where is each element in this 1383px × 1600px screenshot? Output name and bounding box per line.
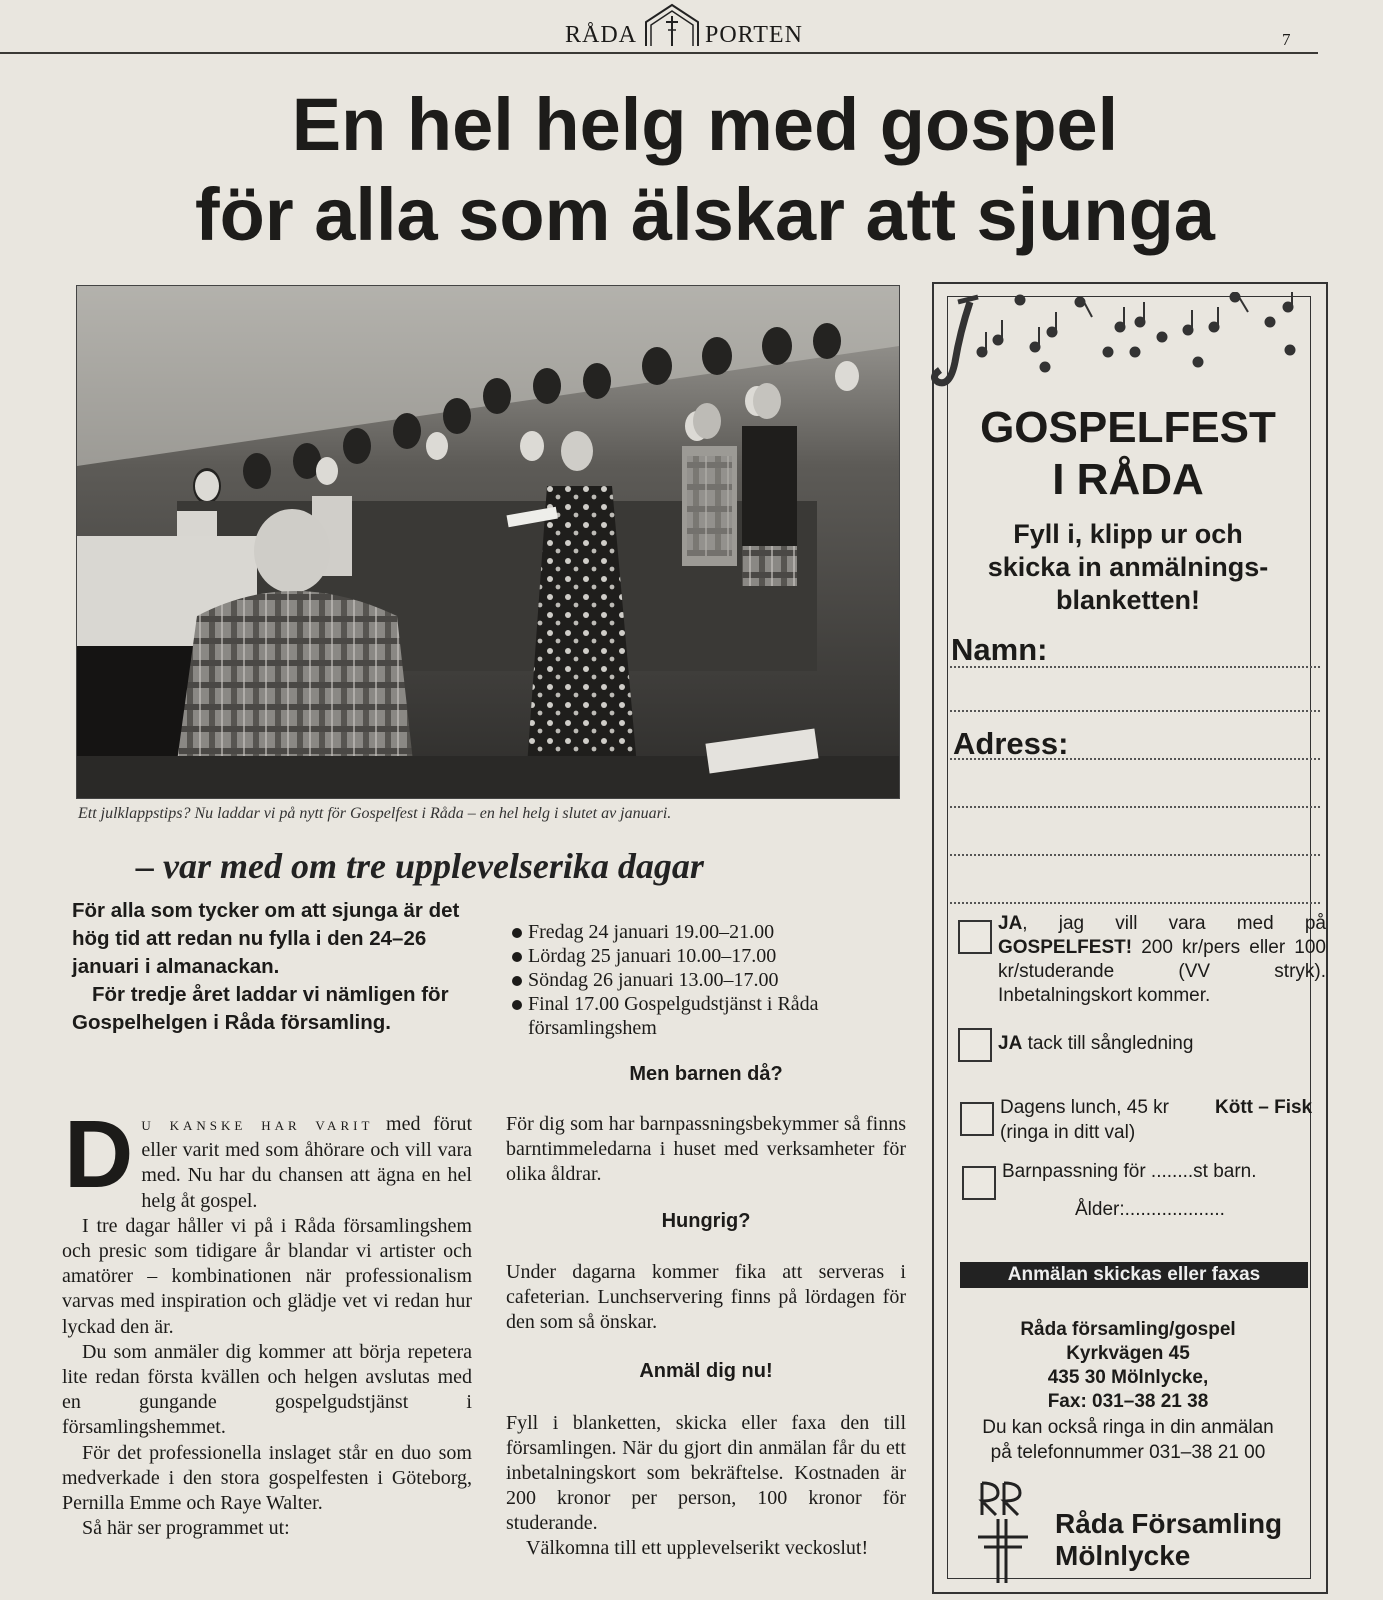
coupon-subtitle-3: blanketten! [1055, 585, 1201, 615]
address-label: Adress: [953, 726, 1069, 761]
option1-text: , jag vill vara med på [1022, 913, 1326, 934]
checkbox-song-leading[interactable] [958, 1028, 992, 1062]
body-paragraph-5: Så här ser programmet ut: [82, 1517, 290, 1540]
body-paragraph-2: I tre dagar håller vi på i Råda församlingshem och presic som tidigare år blandar vi artister och amatörer – kombinationen när professionalism varvas med inspiration och glädje vet vi redan hur lyckad den är. [62, 1214, 472, 1338]
hungry-text [506, 1260, 906, 1335]
coupon-subtitle-1: Fyll i, klipp ur och [1013, 519, 1243, 549]
choir-photo [76, 285, 900, 799]
address-field[interactable] [950, 758, 1320, 760]
address-line-3: 435 30 Mölnlycke, [1047, 1367, 1209, 1388]
schedule-item: Lördag 25 januari 10.00–17.00 [508, 944, 903, 968]
headline-line-2: för alla som älskar att sjunga [195, 173, 1215, 256]
parish-name: Råda Församling [1055, 1508, 1283, 1539]
photo-caption: Ett julklappstips? Nu laddar vi på nytt för Gospelfest i Råda – en hel helg i slutet av januari. [78, 805, 672, 822]
body-paragraph-1-rest: med förut eller varit med som åhörare och vill vara med. Nu har du chansen att ägna en hel helg åt gospel. [141, 1113, 472, 1212]
register-text [506, 1411, 906, 1561]
body-paragraph-1 [62, 1101, 472, 1214]
lunch-choice[interactable]: Kött – Fisk [1215, 1097, 1313, 1118]
schedule-item: Söndag 26 januari 13.00–17.00 [508, 968, 903, 992]
schedule-list [508, 920, 903, 1040]
address-field-line-4[interactable] [950, 902, 1320, 904]
body-paragraph-3: Du som anmäler dig kommer att börja repetera lite redan första kvällen och helgen avslutas med en gungande gospelgudstjänst i församlingshemmet. [62, 1340, 472, 1439]
age-field[interactable]: Ålder:................... [1075, 1199, 1225, 1220]
masthead [0, 0, 1383, 58]
children-paragraph: För dig som har barnpassningsbekymmer så finns barntimmeledarna i huset med verksamheter för olika åldrar. [506, 1113, 906, 1185]
children-heading: Men barnen då? [629, 1063, 783, 1085]
masthead-rule [0, 52, 1318, 54]
lead-smallcaps: U KANSKE HAR VARIT [141, 1118, 374, 1133]
address-field-line-2[interactable] [950, 806, 1320, 808]
register-heading: Anmäl dig nu! [639, 1360, 773, 1382]
checkbox-lunch[interactable] [960, 1102, 994, 1136]
option1-rest: 200 kr/pers eller 100 kr/studerande (VV stryk). Inbetalningskort kommer. [998, 937, 1326, 1006]
send-banner: Anmälan skickas eller faxas [960, 1262, 1308, 1288]
name-label: Namn: [951, 632, 1048, 667]
lunch-note: (ringa in ditt val) [1000, 1122, 1136, 1143]
checkbox-gospelfest[interactable] [958, 920, 992, 954]
dropcap: D [64, 1101, 134, 1208]
masthead-left: RÅDA [565, 22, 638, 48]
option-lunch: Dagens lunch, 45 kr [1000, 1097, 1169, 1118]
option2-text: tack till sångledning [1022, 1033, 1194, 1054]
phone-line-2: på telefonnummer 031–38 21 00 [990, 1442, 1266, 1463]
page-number: 7 [1282, 30, 1291, 49]
option1-ja: JA [998, 913, 1023, 934]
checkbox-childcare[interactable] [962, 1166, 996, 1200]
option-gospelfest [998, 912, 1326, 1008]
fax-number: Fax: 031–38 21 38 [1047, 1391, 1209, 1412]
music-notes-icon [930, 292, 1320, 402]
name-field-line-2[interactable] [950, 710, 1320, 712]
parish-logo-icon [972, 1475, 1036, 1585]
phone-line-1: Du kan också ringa in din anmälan [982, 1417, 1274, 1438]
option2-ja: JA [998, 1033, 1023, 1054]
address-line-1: Råda församling/gospel [1020, 1319, 1236, 1340]
option-song-leading [998, 1032, 1193, 1056]
parish-town: Mölnlycke [1055, 1540, 1191, 1571]
address-field-line-3[interactable] [950, 854, 1320, 856]
hungry-paragraph: Under dagarna kommer fika att serveras i cafeterian. Lunchservering finns på lördagen för den som så önskar. [506, 1261, 906, 1333]
hungry-heading: Hungrig? [661, 1210, 751, 1232]
masthead-right: PORTEN [705, 22, 803, 48]
intro-paragraph-1: För alla som tycker om att sjunga är det hög tid att redan nu fylla i den 24–26 januari i almanackan. [72, 899, 460, 978]
option-childcare: Barnpassning för ........st barn. [1002, 1161, 1257, 1182]
church-logo-icon [642, 2, 702, 48]
subheadline: – var med om tre upplevelserika dagar [136, 846, 704, 886]
schedule-item: Fredag 24 januari 19.00–21.00 [508, 920, 903, 944]
coupon-title-2: I RÅDA [1052, 455, 1204, 504]
schedule-item: Final 17.00 Gospelgudstjänst i Råda församlingshem [508, 992, 903, 1040]
headline-line-1: En hel helg med gospel [291, 83, 1119, 166]
intro-paragraph-2: För tredje året laddar vi nämligen för Gospelhelgen i Råda församling. [72, 983, 449, 1034]
coupon-subtitle-2: skicka in anmälnings- [987, 552, 1269, 582]
name-field[interactable] [950, 666, 1320, 668]
headline [0, 80, 1383, 260]
option1-gospelfest: GOSPELFEST! [998, 937, 1133, 958]
body-paragraph-4: För det professionella inslaget står en duo som medverkade i den stora gospelfesten i Göteborg, Pernilla Emme och Raye Walter. [62, 1441, 472, 1515]
register-paragraph: Fyll i blanketten, skicka eller faxa den till församlingen. När du gjort din anmälan får du ett inbetalningskort som bekräftelse. Kostnaden är 200 kronor per person, 100 kronor för studerande. [506, 1412, 906, 1534]
intro [72, 897, 472, 1037]
coupon-title-1: GOSPELFEST [980, 403, 1276, 452]
children-text [506, 1112, 906, 1187]
body-left [62, 1101, 472, 1541]
welcome-paragraph: Välkomna till ett upplevelserikt veckoslut! [526, 1537, 869, 1559]
address-line-2: Kyrkvägen 45 [1066, 1343, 1190, 1364]
